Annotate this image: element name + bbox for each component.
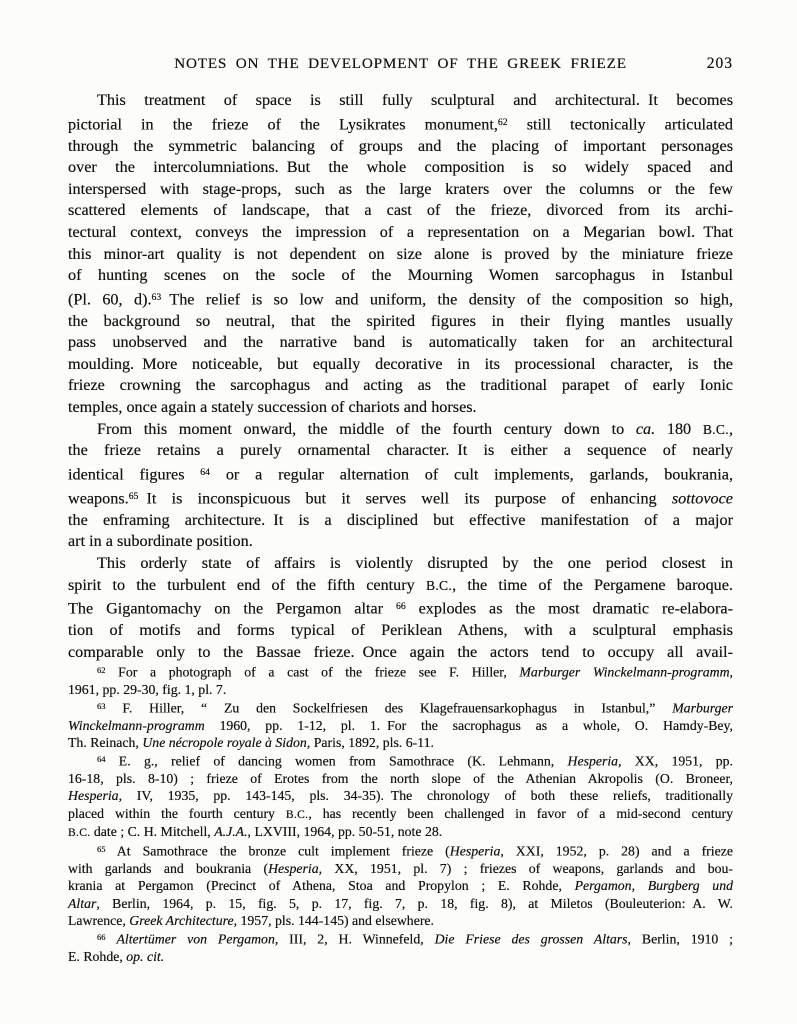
footnote-reference: 66 <box>97 932 106 943</box>
footnote-reference: 64 <box>97 754 106 765</box>
text-segment: Altar <box>68 895 97 911</box>
text-segment: interspersed with stage-props, such as the large kraters over the columns or the few <box>68 179 733 198</box>
text-line <box>68 841 733 860</box>
text-segment: identical figures <box>68 465 201 484</box>
text-segment: still tectonically articulated <box>507 114 733 133</box>
text-line <box>68 375 733 397</box>
text-segment: Winckelmann-programm <box>68 717 205 733</box>
text-segment: For a photograph of a cast of the frieze see F. Hiller, <box>105 664 520 680</box>
text-segment: Hesperia <box>449 843 501 859</box>
text-line <box>68 895 733 912</box>
text-segment: Hesperia <box>268 860 319 876</box>
text-line <box>68 770 733 787</box>
text-segment: Marburger <box>672 700 733 716</box>
text-segment: pass unobserved and the narrative band is automatically taken for an architectural <box>68 333 733 352</box>
text-segment: E. g., relief of dancing women from Samothrace (K. Lehmann, <box>105 753 568 769</box>
text-segment: , the time of the Pergamene baroque. <box>452 575 733 594</box>
text-segment: Lawrence, <box>68 912 130 928</box>
text-line <box>68 90 733 112</box>
text-line <box>68 397 733 419</box>
paragraph <box>68 553 733 663</box>
footnote-reference: 64 <box>200 466 211 478</box>
text-line <box>68 734 733 751</box>
text-line <box>68 136 733 158</box>
text-segment: placed within the fourth century <box>68 805 286 821</box>
footnote-reference: 63 <box>151 291 162 303</box>
text-segment: 180 <box>655 419 703 438</box>
text-segment: with garlands and boukrania ( <box>68 860 269 876</box>
text-segment: F. Hiller, “ Zu den Sockelfriesen des Klagefrauensarkophagus in Istanbul,” <box>105 700 673 716</box>
footnotes-section <box>68 662 733 965</box>
text-line <box>68 553 733 575</box>
footnote-reference: 62 <box>97 665 106 675</box>
footnote <box>68 929 733 965</box>
footnote-reference: 62 <box>497 116 508 128</box>
text-line <box>68 112 733 136</box>
text-segment: , 1957, pls. 144-145) and elsewhere. <box>233 912 435 928</box>
text-segment: This orderly state of affairs is violently disrupted by the one period closest in <box>97 553 733 572</box>
text-line <box>68 222 733 244</box>
footnote <box>68 751 733 841</box>
text-segment: Greek Architecture <box>129 912 234 928</box>
text-line <box>68 877 733 894</box>
page-number: 203 <box>706 55 733 72</box>
text-line <box>68 787 733 804</box>
text-line <box>68 462 733 486</box>
text-segment: ca. <box>635 419 656 438</box>
text-segment: , IV, 1935, pp. 143-145, pls. 34-35). The chronology of both these reliefs, traditionally <box>118 788 733 804</box>
text-segment: date ; C. H. Mitchell, <box>90 823 215 839</box>
text-segment: moulding. More noticeable, but equally decorative in its processional character, is the <box>68 354 733 373</box>
text-line <box>68 912 733 929</box>
paragraph <box>68 90 733 419</box>
text-segment: (Pl. 60, d). <box>68 290 152 309</box>
text-segment: 1960, pp. 1-12, pl. 1. For the sacrophagus as a whole, O. Hamdy-Bey, <box>204 717 733 733</box>
text-line <box>68 860 733 877</box>
text-line <box>68 642 733 664</box>
text-segment: Pergamon, Burgberg und <box>574 878 733 894</box>
text-segment: , XX, 1951, pl. 7) ; friezes of weapons, garlands and bou- <box>318 860 734 876</box>
text-segment <box>106 932 117 947</box>
text-segment: Th. Reinach, <box>68 735 143 751</box>
text-line <box>68 311 733 333</box>
text-line <box>68 620 733 642</box>
text-segment: Altertümer von Pergamon <box>116 931 275 947</box>
text-segment: B.C. <box>702 421 729 437</box>
text-segment: of hunting scenes on the socle of the Mourning Women sarcophagus in Istanbul <box>68 266 733 285</box>
text-segment: , <box>729 664 733 680</box>
text-segment: From this moment onward, the middle of the fourth century down to <box>97 419 636 438</box>
text-line <box>68 681 733 698</box>
text-segment: this minor-art quality is not dependent on size alone is proved by the miniature frieze <box>68 244 733 263</box>
footnote-reference: 65 <box>128 490 139 502</box>
text-segment: B.C. <box>285 807 309 821</box>
text-segment: , LXVIII, 1964, pp. 50-51, note 28. <box>247 823 443 839</box>
text-line <box>68 823 733 841</box>
text-line <box>68 179 733 201</box>
text-segment: , III, 2, H. Winnefeld, <box>274 931 435 947</box>
text-segment: Die Friese des grossen Altars <box>434 931 628 947</box>
footnote <box>68 841 733 929</box>
text-line <box>68 596 733 620</box>
footnote <box>68 698 733 751</box>
text-line <box>68 200 733 222</box>
running-head-title: NOTES ON THE DEVELOPMENT OF THE GREEK FRIEZE <box>174 55 627 72</box>
text-segment: tectural context, conveys the impression of a representation on a Megarian bowl. That <box>68 222 733 241</box>
footnote <box>68 662 733 698</box>
text-segment: The relief is so low and uniform, the density of the composition so high, <box>161 290 734 309</box>
text-segment: the frieze retains a purely ornamental character. It is either a sequence of nearly <box>68 441 733 460</box>
text-segment: Hesperia <box>567 753 619 769</box>
text-segment: op. cit. <box>126 948 165 964</box>
text-line <box>68 265 733 287</box>
text-segment: pictorial in the frieze of the Lysikrates monument, <box>68 114 498 133</box>
text-segment: 16-18, pls. 8-10) ; frieze of Erotes from the north slope of the Athenian Akropolis (O. Broneer, <box>68 771 733 787</box>
text-segment: krania at Pergamon (Precinct of Athena, Stoa and Propylon ; E. Rohde, <box>68 878 575 894</box>
text-segment: B.C. <box>425 577 453 593</box>
text-line <box>68 157 733 179</box>
text-segment: E. Rohde, <box>68 948 127 964</box>
text-segment: the background so neutral, that the spirited figures in their flying mantles usually <box>68 311 733 330</box>
body-text <box>68 90 733 663</box>
text-segment: Hesperia <box>68 788 119 804</box>
text-segment: , XX, 1951, pp. <box>618 753 733 769</box>
text-segment: , Berlin, 1910 ; <box>627 931 733 947</box>
footnote-reference: 66 <box>395 601 406 613</box>
text-segment: , <box>728 419 733 438</box>
text-segment: scattered elements of landscape, that a cast of the frieze, divorced from its archi- <box>68 201 733 220</box>
text-segment: weapons. <box>68 489 129 508</box>
text-segment: comparable only to the Bassae frieze. Once again the actors tend to occupy all avail- <box>68 642 733 661</box>
text-segment: over the intercolumniations. But the whole composition is so widely spaced and <box>68 158 733 177</box>
footnote-reference: 65 <box>97 844 106 855</box>
text-line <box>68 662 733 681</box>
text-segment: sottovoce <box>671 489 733 508</box>
text-line <box>68 717 733 734</box>
text-line <box>68 805 733 823</box>
text-segment: spirit to the turbulent end of the fifth century <box>68 575 426 594</box>
footnote-reference: 63 <box>97 701 106 712</box>
text-line <box>68 575 733 597</box>
text-line <box>68 419 733 441</box>
text-segment: frieze crowning the sarcophagus and acting as the traditional parapet of early Ionic <box>68 376 733 395</box>
text-segment: explodes as the most dramatic re-elabora- <box>405 599 733 618</box>
text-line <box>68 332 733 354</box>
text-segment: It is inconspicuous but it serves well its purpose of enhancing <box>138 489 672 508</box>
text-segment: This treatment of space is still fully sculptural and architectural. It becomes <box>97 91 733 109</box>
text-line <box>68 948 733 965</box>
text-segment: B.C. <box>68 825 91 839</box>
text-line <box>68 698 733 717</box>
text-segment: Marburger Winckelmann-programm <box>519 664 730 680</box>
text-segment: 1961, pp. 29-30, fig. 1, pl. 7. <box>68 681 227 697</box>
text-line <box>68 486 733 510</box>
text-segment: At Samothrace the bronze cult implement frieze ( <box>105 843 450 859</box>
text-segment: , has recently been challenged in favor of a mid-second century <box>308 805 733 821</box>
text-segment: temples, once again a stately succession of chariots and horses. <box>68 398 477 417</box>
running-head <box>68 55 733 77</box>
text-segment: , Paris, 1892, pls. 6-11. <box>306 735 434 751</box>
text-segment: art in a subordinate position. <box>68 532 253 551</box>
text-line <box>68 751 733 770</box>
text-line <box>68 440 733 462</box>
text-segment: Une nécropole royale à Sidon <box>142 735 307 751</box>
text-line <box>68 531 733 553</box>
text-segment: through the symmetric balancing of groups and the placing of important personages <box>68 136 733 155</box>
text-segment: , Berlin, 1964, p. 15, fig. 5, p. 17, fig. 7, p. 18, fig. 8), at Miletos (Bouleuterion: A. W. <box>96 895 733 911</box>
text-line <box>68 354 733 376</box>
paragraph <box>68 419 733 553</box>
text-line <box>68 510 733 532</box>
text-line <box>68 244 733 266</box>
text-segment: the enframing architecture. It is a disciplined but effective manifestation of a major <box>68 510 733 529</box>
text-segment: A.J.A. <box>214 823 248 839</box>
text-segment: The Gigantomachy on the Pergamon altar <box>68 599 396 618</box>
text-line <box>68 929 733 948</box>
text-segment: tion of motifs and forms typical of Periklean Athens, with a sculptural emphasis <box>68 621 733 640</box>
text-segment: , XXI, 1952, p. 28) and a frieze <box>500 843 733 859</box>
text-segment: or a regular alternation of cult implements, garlands, boukrania, <box>210 465 733 484</box>
text-line <box>68 287 733 311</box>
